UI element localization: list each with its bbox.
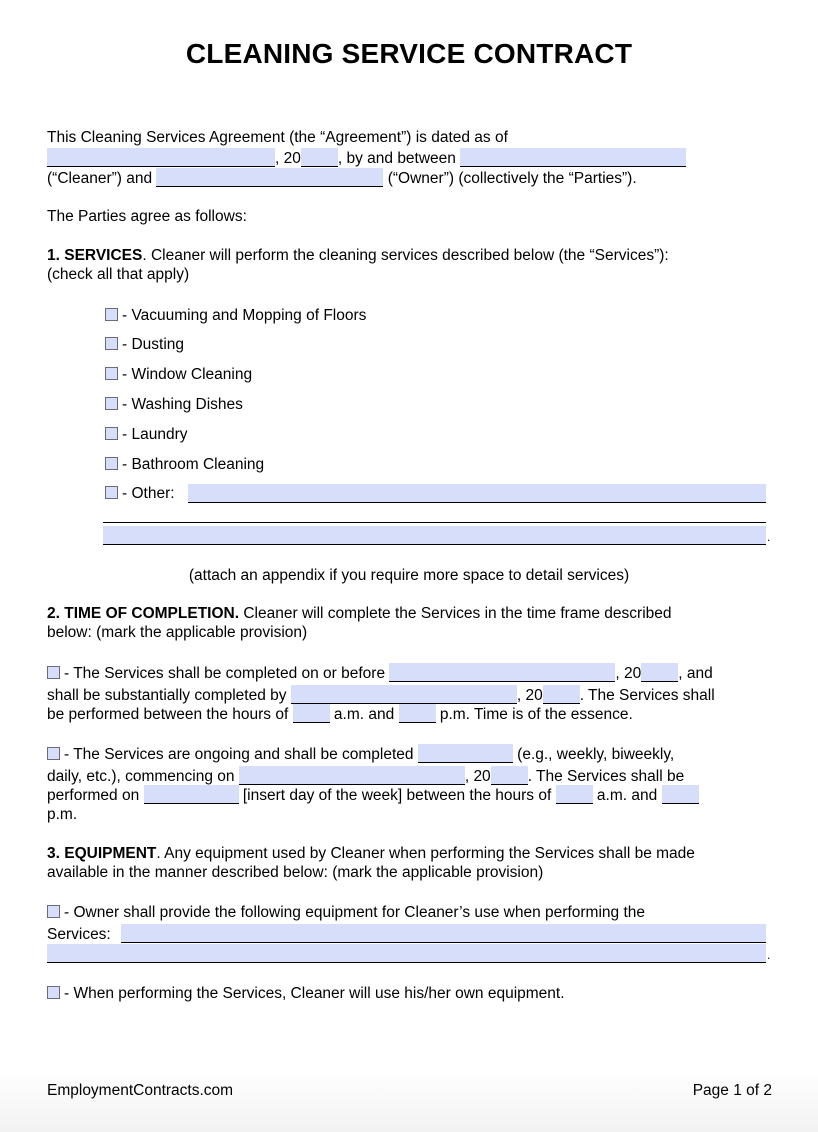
owner-name-field[interactable]: [156, 168, 383, 187]
section2-line-2: below: (mark the applicable provision): [47, 624, 308, 641]
other-services-field-1[interactable]: [188, 484, 766, 503]
checkbox-other[interactable]: [105, 486, 118, 499]
year-prefix: , 20: [275, 150, 301, 167]
section2-heading: 2. TIME OF COMPLETION.: [47, 605, 240, 622]
equipment-list-field-2[interactable]: [47, 944, 766, 963]
checkbox-vacuuming[interactable]: [105, 308, 118, 321]
completion-opt2-line-3: [47, 785, 699, 805]
service-option: [105, 306, 366, 326]
page-number: Page 1 of 2: [692, 1082, 772, 1099]
section3-line-1: [47, 844, 695, 864]
section2-line-1: [47, 604, 672, 624]
equipment-opt2: [47, 984, 565, 1004]
section3-line-2: available in the manner described below: (mark the applicable provision): [47, 864, 544, 881]
equipment-opt1-line-2: Services:: [47, 926, 111, 943]
cleaner-name-field[interactable]: [460, 148, 686, 167]
completion-year-field[interactable]: [641, 663, 678, 682]
completion-opt2-line-1: [47, 744, 674, 764]
option-label: - Bathroom Cleaning: [122, 456, 265, 473]
checkbox-completion-by-date[interactable]: [47, 666, 60, 679]
checkbox-cleaner-own-equipment[interactable]: [47, 986, 60, 999]
checkbox-ongoing[interactable]: [47, 747, 60, 760]
other-services-field-2[interactable]: [103, 526, 766, 545]
intro-line-2: [47, 148, 686, 168]
equipment-opt1-line-1: [47, 903, 645, 923]
completion-opt1-line-3: [47, 704, 633, 724]
other-services-rule: [103, 522, 766, 523]
option-label: - Dusting: [122, 336, 185, 353]
text: a.m. and: [333, 706, 395, 723]
text: - The Services are ongoing and shall be completed: [64, 746, 414, 763]
completion-opt1-line-2: [47, 685, 715, 705]
footer-site: EmploymentContracts.com: [47, 1082, 234, 1099]
substantial-date-field[interactable]: [291, 685, 517, 704]
checkbox-dusting[interactable]: [105, 337, 118, 350]
period: .: [767, 530, 771, 544]
text: a.m. and: [596, 787, 658, 804]
section3-heading: 3. EQUIPMENT: [47, 845, 157, 862]
text: , and: [678, 665, 713, 682]
service-option: [105, 365, 252, 385]
service-option: [105, 335, 184, 355]
text: . The Services shall be: [527, 768, 685, 785]
substantial-year-field[interactable]: [543, 685, 580, 704]
section1-line-2: (check all that apply): [47, 266, 190, 283]
start-hour-field[interactable]: [293, 704, 330, 723]
text: . The Services shall: [579, 687, 715, 704]
option-label: - Washing Dishes: [122, 396, 243, 413]
text: - When performing the Services, Cleaner will use his/her own equipment.: [64, 985, 565, 1002]
service-option: [105, 395, 243, 415]
agree-text: The Parties agree as follows:: [47, 208, 247, 225]
text: performed on: [47, 787, 140, 804]
checkbox-laundry[interactable]: [105, 427, 118, 440]
period: .: [767, 948, 771, 962]
service-option-other: [105, 484, 175, 504]
option-label: - Vacuuming and Mopping of Floors: [122, 307, 367, 324]
appendix-note: (attach an appendix if you require more space to detail services): [188, 567, 630, 584]
text: , 20: [464, 768, 491, 785]
date-field[interactable]: [47, 148, 275, 167]
ongoing-start-hour-field[interactable]: [556, 785, 593, 804]
text: - Owner shall provide the following equipment for Cleaner’s use when performing the: [64, 904, 645, 921]
completion-date-field[interactable]: [389, 663, 615, 682]
intro-text: This Cleaning Services Agreement (the “Agreement”) is dated as of: [47, 129, 508, 146]
day-of-week-field[interactable]: [144, 785, 239, 804]
section3-text: . Any equipment used by Cleaner when performing the Services shall be made: [156, 845, 695, 862]
service-option: [105, 455, 264, 475]
completion-opt1-line-1: [47, 663, 713, 683]
cleaner-and-text: (“Cleaner”) and: [47, 170, 153, 187]
text: [insert day of the week] between the hours of: [242, 787, 552, 804]
checkbox-owner-provides[interactable]: [47, 905, 60, 918]
section1-text: . Cleaner will perform the cleaning services described below (the “Services”):: [142, 247, 669, 264]
option-label: - Laundry: [122, 426, 188, 443]
checkbox-bathroom-cleaning[interactable]: [105, 457, 118, 470]
service-option: [105, 425, 187, 445]
document-title: CLEANING SERVICE CONTRACT: [185, 38, 633, 69]
intro-line-3: [47, 168, 637, 188]
owner-parties-text: (“Owner”) (collectively the “Parties”).: [387, 170, 637, 187]
checkbox-washing-dishes[interactable]: [105, 397, 118, 410]
section1-line-1: [47, 246, 669, 266]
option-label: - Window Cleaning: [122, 366, 253, 383]
text: , 20: [615, 665, 642, 682]
text: - The Services shall be completed on or before: [64, 665, 386, 682]
checkbox-window-cleaning[interactable]: [105, 367, 118, 380]
end-hour-field[interactable]: [399, 704, 436, 723]
intro-line-1: [47, 128, 508, 148]
completion-opt2-line-2: [47, 766, 684, 786]
commencing-date-field[interactable]: [239, 766, 465, 785]
text: p.m. Time is of the essence.: [439, 706, 633, 723]
frequency-field[interactable]: [418, 744, 513, 763]
year-field[interactable]: [301, 148, 338, 167]
equipment-list-field-1[interactable]: [121, 924, 766, 943]
by-and-between-text: , by and between: [337, 150, 456, 167]
ongoing-end-hour-field[interactable]: [662, 785, 699, 804]
section2-text: Cleaner will complete the Services in the time frame described: [239, 605, 672, 622]
commencing-year-field[interactable]: [491, 766, 528, 785]
text: daily, etc.), commencing on: [47, 768, 235, 785]
text: shall be substantially completed by: [47, 687, 287, 704]
section1-heading: 1. SERVICES: [47, 247, 143, 264]
text: (e.g., weekly, biweekly,: [517, 746, 675, 763]
option-label: - Other:: [122, 485, 175, 502]
text: , 20: [516, 687, 543, 704]
completion-opt2-line-4: p.m.: [47, 806, 78, 823]
text: be performed between the hours of: [47, 706, 289, 723]
